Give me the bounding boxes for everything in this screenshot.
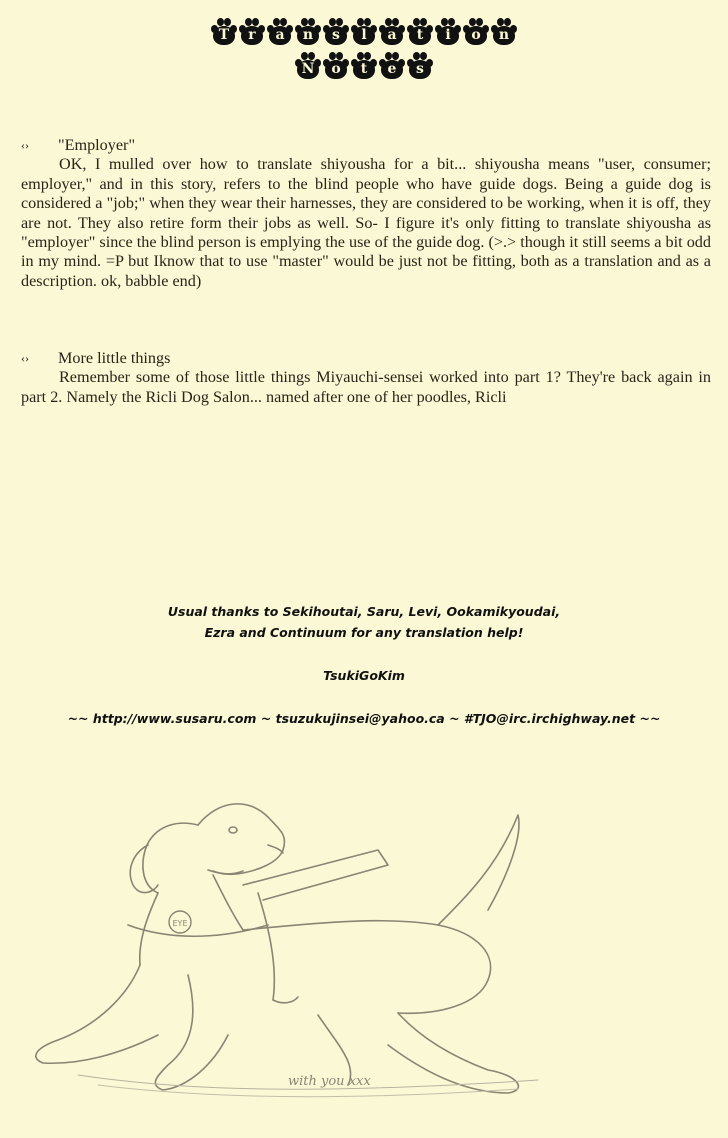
title-line-notes bbox=[0, 52, 728, 80]
thanks-line-2: Ezra and Continuum for any translation help! bbox=[204, 625, 524, 640]
credits bbox=[0, 604, 728, 726]
guide-dog-illustration bbox=[18, 775, 578, 1125]
note-little-things bbox=[21, 349, 711, 407]
paw-letter: s bbox=[407, 52, 433, 80]
thanks-line-1: Usual thanks to Sekihoutai, Saru, Levi, Ookamikyoudai, bbox=[167, 604, 561, 619]
title-line-translation bbox=[0, 18, 728, 46]
note-heading: More little things bbox=[58, 349, 171, 367]
tag-text: EYE bbox=[172, 919, 188, 928]
paw-letter: t bbox=[351, 52, 377, 80]
note-heading: "Employer" bbox=[58, 136, 136, 154]
paw-letter: o bbox=[323, 52, 349, 80]
paw-letter: i bbox=[435, 18, 461, 46]
dog-sketch bbox=[36, 804, 538, 1097]
paw-letter: N bbox=[295, 52, 321, 80]
paw-letter: t bbox=[407, 18, 433, 46]
note-heading-row bbox=[21, 136, 711, 155]
note-body: Remember some of those little things Miyauchi-sensei worked into part 1? They're back again in part 2. Namely the Ricli Dog Salon... named after one of her poodles, Ricli bbox=[21, 368, 711, 406]
note-bullet: ‹› bbox=[21, 351, 29, 365]
paw-letter: l bbox=[351, 18, 377, 46]
paw-letter: r bbox=[239, 18, 265, 46]
note-body: OK, I mulled over how to translate shiyousha for a bit... shiyousha means "user, consumer; employer," and in this story, refers to the blind people who have guide dogs. Being a guide dog is considered a "job;" when they wear their harnesses, they are considered to be working, when it is off, they are not. They also retire form their jobs as well. So- I figure it's only fitting to translate shiyousha as "employer" since the blind person is emplying the use of the guide dog. (>.> though it still seems a bit odd in my mind. =P but Iknow that to use "master" would be just not be fitting, both as a translation and as a description. ok, babble end) bbox=[21, 155, 711, 290]
paw-letter: T bbox=[211, 18, 237, 46]
paw-letter: e bbox=[379, 52, 405, 80]
paw-letter: o bbox=[463, 18, 489, 46]
paw-letter: n bbox=[491, 18, 517, 46]
paw-letter: a bbox=[379, 18, 405, 46]
note-bullet: ‹› bbox=[21, 138, 29, 152]
illustration-signature: with you xxx bbox=[288, 1074, 371, 1089]
contact-links: ~~ http://www.susaru.com ~ tsuzukujinsei@yahoo.ca ~ #TJO@irc.irchighway.net ~~ bbox=[67, 711, 661, 726]
paw-letter: n bbox=[295, 18, 321, 46]
note-heading-row bbox=[21, 349, 711, 368]
translator-credit: TsukiGoKim bbox=[323, 668, 405, 683]
paw-letter: s bbox=[323, 18, 349, 46]
paw-letter: a bbox=[267, 18, 293, 46]
note-employer bbox=[21, 136, 711, 291]
tag-icon bbox=[169, 911, 191, 933]
